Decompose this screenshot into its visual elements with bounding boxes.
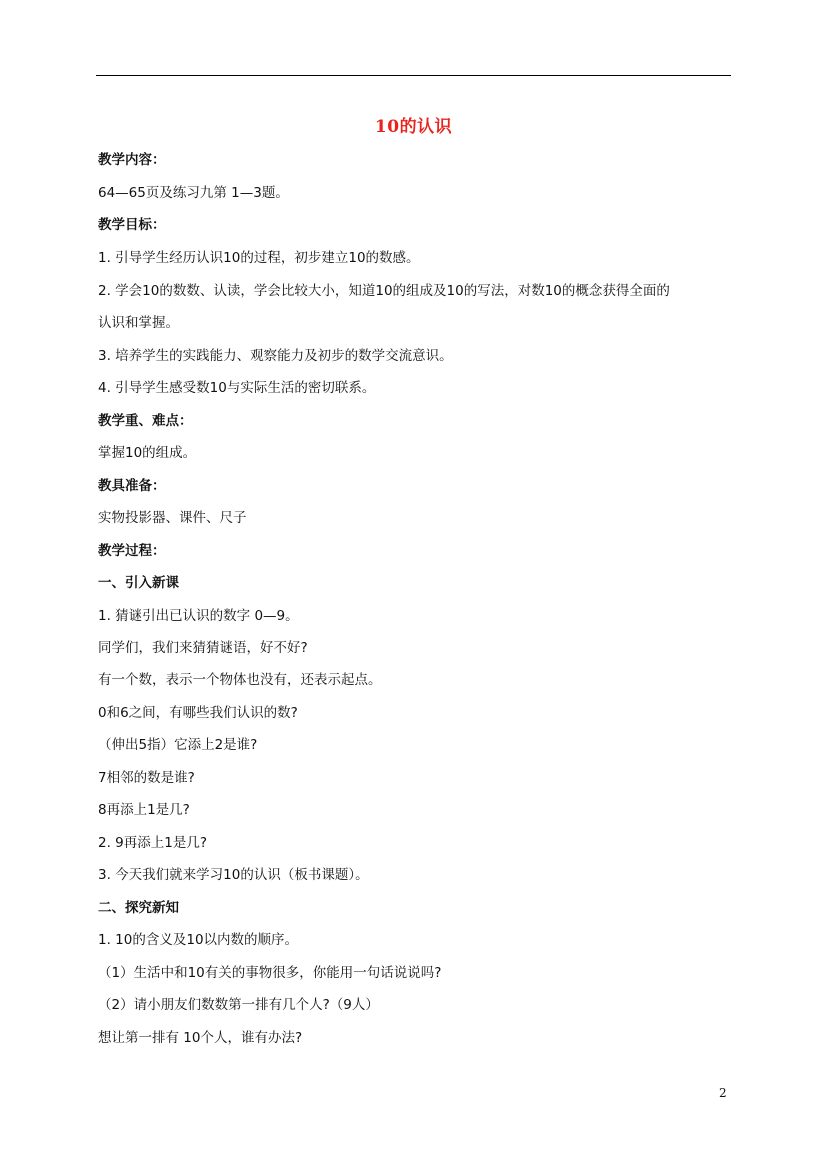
paragraph-line: 有一个数，表示一个物体也没有，还表示起点。 bbox=[98, 672, 382, 688]
paragraph-line: 4. 引导学生感受数10与实际生活的密切联系。 bbox=[98, 380, 376, 396]
paragraph-line: 掌握10的组成。 bbox=[98, 445, 197, 461]
paragraph-line: 同学们，我们来猜猜谜语，好不好? bbox=[98, 640, 308, 656]
paragraph-line: （2）请小朋友们数数第一排有几个人?（9人） bbox=[98, 997, 379, 1013]
paragraph-line: （伸出5指）它添上2是谁? bbox=[98, 737, 258, 753]
paragraph-line: 2. 学会10的数数、认读，学会比较大小，知道10的组成及10的写法，对数10的概念获得全面的 bbox=[98, 283, 670, 299]
paragraph-line: 2. 9再添上1是几? bbox=[98, 835, 208, 851]
paragraph-line: 7相邻的数是谁? bbox=[98, 770, 195, 786]
section-heading-goals: 教学目标： bbox=[98, 217, 166, 233]
paragraph-line: （1）生活中和10有关的事物很多，你能用一句话说说吗? bbox=[98, 965, 442, 981]
section-heading-key-points: 教学重、难点： bbox=[98, 413, 193, 429]
section-heading-materials: 教具准备： bbox=[98, 478, 166, 494]
section-heading-explore: 二、探究新知 bbox=[98, 900, 179, 916]
paragraph-line: 想让第一排有 10个人，谁有办法? bbox=[98, 1030, 303, 1046]
paragraph-line: 0和6之间，有哪些我们认识的数? bbox=[98, 705, 298, 721]
paragraph-line: 1. 引导学生经历认识10的过程，初步建立10的数感。 bbox=[98, 250, 420, 266]
page-number: 2 bbox=[719, 1086, 727, 1100]
paragraph-line: 1. 猜谜引出已认识的数字 0—9。 bbox=[98, 608, 299, 624]
paragraph-line: 8再添上1是几? bbox=[98, 802, 190, 818]
paragraph-line: 认识和掌握。 bbox=[98, 315, 179, 331]
paragraph-line: 1. 10的含义及10以内数的顺序。 bbox=[98, 932, 299, 948]
header-rule bbox=[96, 75, 731, 76]
paragraph-line: 3. 培养学生的实践能力、观察能力及初步的数学交流意识。 bbox=[98, 348, 453, 364]
section-heading-introduction: 一、引入新课 bbox=[98, 575, 179, 591]
section-heading-process: 教学过程： bbox=[98, 543, 166, 559]
paragraph-line: 实物投影器、课件、尺子 bbox=[98, 510, 247, 526]
section-heading-content: 教学内容： bbox=[98, 152, 166, 168]
document-title: 10的认识 bbox=[374, 117, 453, 137]
paragraph-line: 64—65页及练习九第 1—3题。 bbox=[98, 185, 289, 201]
paragraph-line: 3. 今天我们就来学习10的认识（板书课题）。 bbox=[98, 867, 369, 883]
